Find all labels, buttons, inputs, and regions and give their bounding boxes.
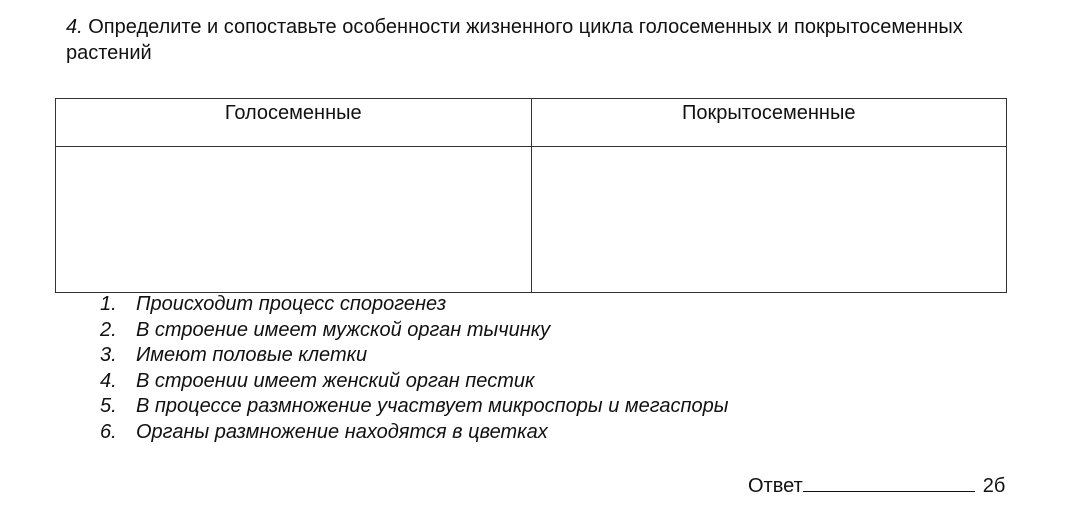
option-number: 5.: [100, 395, 117, 417]
options-list: [96, 292, 728, 445]
answer-points: 2б: [982, 475, 1006, 497]
header-gymnosperms: Голосеменные: [56, 99, 532, 147]
list-item: [96, 394, 728, 420]
option-number: 2.: [100, 318, 117, 341]
list-item: [96, 292, 728, 318]
option-number: 4.: [100, 369, 117, 392]
list-item: [96, 318, 728, 344]
option-text: Имеют половые клетки: [136, 344, 368, 366]
answer-blank[interactable]: [803, 473, 975, 492]
answer-line: [748, 473, 1005, 499]
task-title: [66, 14, 1026, 66]
answer-label: Ответ: [748, 475, 803, 497]
option-text: В строении имеет женский орган пестик: [136, 369, 535, 392]
list-item: [96, 420, 728, 446]
option-text: В строение имеет мужской орган тычинку: [136, 318, 551, 341]
option-number: 1.: [100, 293, 117, 315]
comparison-table: [55, 98, 1007, 293]
list-item: [96, 343, 728, 369]
option-number: 6.: [100, 420, 117, 443]
cell-gymnosperms-answer[interactable]: [56, 147, 532, 293]
option-number: 3.: [100, 344, 117, 366]
table-header-row: [56, 99, 1007, 147]
header-angiosperms: Покрытосеменные: [531, 99, 1007, 147]
task-number: 4.: [66, 16, 83, 38]
list-item: [96, 369, 728, 395]
option-text: Органы размножение находятся в цветках: [136, 420, 548, 443]
option-text: Происходит процесс спорогенез: [136, 293, 447, 315]
cell-angiosperms-answer[interactable]: [531, 147, 1007, 293]
option-text: В процессе размножение участвует микроспоры и мегаспоры: [136, 395, 729, 417]
task-text: Определите и сопоставьте особенности жизненного цикла голосеменных и покрытосеменных растений: [66, 16, 963, 64]
table-answer-row: [56, 147, 1007, 293]
